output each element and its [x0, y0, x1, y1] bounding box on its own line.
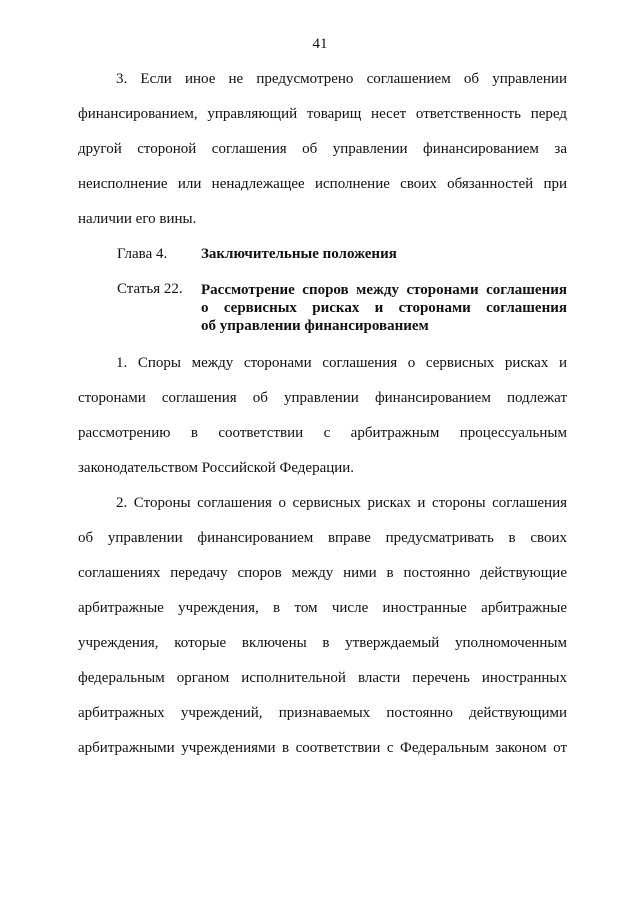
page-number: 41: [312, 36, 328, 52]
paragraph-line: 1. Споры между сторонами соглашения о сервисных рисках и: [116, 355, 567, 371]
paragraph-line: финансированием, управляющий товарищ несет ответственность перед: [78, 106, 567, 122]
paragraph-line: арбитражных учреждений, признаваемых постоянно действующими: [78, 705, 567, 721]
paragraph-line: другой стороной соглашения об управлении финансированием за: [78, 141, 567, 157]
chapter-label: Глава 4.: [117, 246, 168, 262]
chapter-title: Заключительные положения: [201, 246, 397, 262]
article-title: [201, 281, 567, 335]
article-title-line: Рассмотрение споров между сторонами соглашения: [201, 282, 567, 298]
paragraph-line: наличии его вины.: [78, 211, 197, 227]
paragraph-line: арбитражными учреждениями в соответствии с Федеральным законом от: [78, 740, 567, 756]
paragraph-line: соглашениях передачу споров между ними в постоянно действующие: [78, 565, 567, 581]
paragraph-line: об управлении финансированием вправе предусматривать в своих: [78, 530, 567, 546]
paragraph-line: 2. Стороны соглашения о сервисных рисках и стороны соглашения: [116, 495, 567, 511]
article-label: Статья 22.: [117, 281, 183, 297]
paragraph-3: [78, 62, 567, 237]
paragraph-line: учреждения, которые включены в утверждаемый уполномоченным: [78, 635, 567, 651]
paragraph-line: неисполнение или ненадлежащее исполнение своих обязанностей при: [78, 176, 567, 192]
paragraph-line: рассмотрению в соответствии с арбитражным процессуальным: [78, 425, 567, 441]
paragraph-line: федеральным органом исполнительной власти перечень иностранных: [78, 670, 567, 686]
article-paragraph-2: [78, 486, 567, 766]
article-heading: [117, 281, 567, 337]
paragraph-line: арбитражные учреждения, в том числе иностранные арбитражные: [78, 600, 567, 616]
article-title-line: об управлении финансированием: [201, 318, 429, 334]
paragraph-line: законодательством Российской Федерации.: [78, 460, 355, 476]
chapter-heading: [117, 246, 567, 266]
paragraph-line: 3. Если иное не предусмотрено соглашением об управлении: [116, 71, 567, 87]
article-title-line: о сервисных рисках и сторонами соглашения: [201, 300, 567, 316]
paragraph-line: сторонами соглашения об управлении финансированием подлежат: [78, 390, 567, 406]
article-paragraph-1: [78, 346, 567, 486]
